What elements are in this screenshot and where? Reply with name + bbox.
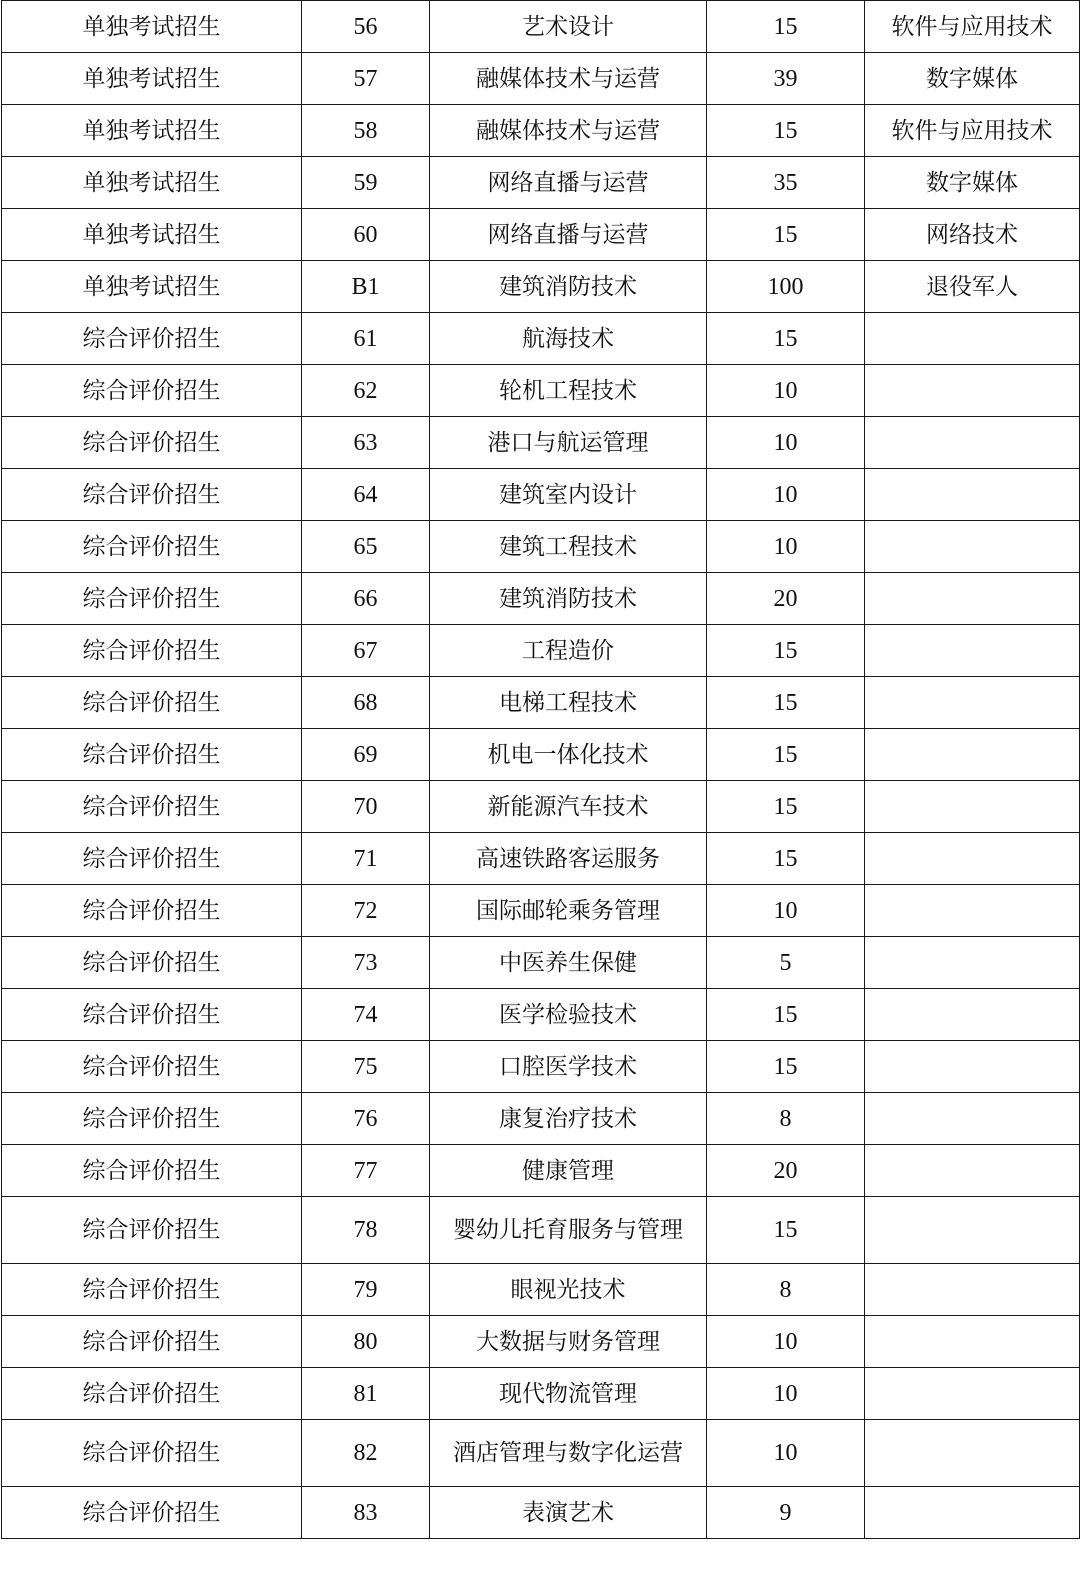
major-name-cell: 机电一体化技术: [430, 729, 707, 781]
enrollment-type-cell: 综合评价招生: [2, 677, 302, 729]
major-code-cell: 77: [302, 1145, 430, 1197]
major-code-cell: 78: [302, 1197, 430, 1264]
enrollment-type-cell: 综合评价招生: [2, 1487, 302, 1539]
table-row: [2, 157, 1080, 209]
major-name-cell: 融媒体技术与运营: [430, 53, 707, 105]
enrollment-type-cell: 综合评价招生: [2, 1197, 302, 1264]
major-code-cell: 79: [302, 1264, 430, 1316]
table-row: [2, 261, 1080, 313]
major-code-cell: B1: [302, 261, 430, 313]
quota-cell: 9: [707, 1487, 865, 1539]
note-cell: [865, 885, 1080, 937]
major-name-cell: 建筑消防技术: [430, 261, 707, 313]
major-code-cell: 75: [302, 1041, 430, 1093]
major-name-cell: 电梯工程技术: [430, 677, 707, 729]
quota-cell: 15: [707, 833, 865, 885]
note-cell: [865, 1145, 1080, 1197]
major-name-cell: 融媒体技术与运营: [430, 105, 707, 157]
note-cell: [865, 573, 1080, 625]
enrollment-table: [1, 0, 1080, 1539]
quota-cell: 10: [707, 521, 865, 573]
table-row: [2, 1487, 1080, 1539]
quota-cell: 15: [707, 313, 865, 365]
major-name-cell: 酒店管理与数字化运营: [430, 1420, 707, 1487]
major-code-cell: 68: [302, 677, 430, 729]
note-cell: [865, 989, 1080, 1041]
enrollment-type-cell: 综合评价招生: [2, 1093, 302, 1145]
major-name-cell: 轮机工程技术: [430, 365, 707, 417]
quota-cell: 100: [707, 261, 865, 313]
major-code-cell: 56: [302, 1, 430, 53]
note-cell: [865, 625, 1080, 677]
quota-cell: 10: [707, 469, 865, 521]
major-code-cell: 81: [302, 1368, 430, 1420]
enrollment-type-cell: 综合评价招生: [2, 625, 302, 677]
quota-cell: 5: [707, 937, 865, 989]
quota-cell: 10: [707, 1316, 865, 1368]
major-name-cell: 建筑室内设计: [430, 469, 707, 521]
note-cell: [865, 833, 1080, 885]
major-name-cell: 康复治疗技术: [430, 1093, 707, 1145]
table-row: [2, 53, 1080, 105]
enrollment-type-cell: 单独考试招生: [2, 261, 302, 313]
note-cell: 软件与应用技术: [865, 1, 1080, 53]
table-row: [2, 885, 1080, 937]
note-cell: [865, 781, 1080, 833]
major-code-cell: 66: [302, 573, 430, 625]
table-row: [2, 1145, 1080, 1197]
enrollment-type-cell: 综合评价招生: [2, 469, 302, 521]
major-name-cell: 高速铁路客运服务: [430, 833, 707, 885]
major-name-cell: 港口与航运管理: [430, 417, 707, 469]
major-code-cell: 83: [302, 1487, 430, 1539]
quota-cell: 10: [707, 417, 865, 469]
major-code-cell: 63: [302, 417, 430, 469]
note-cell: [865, 1197, 1080, 1264]
major-name-cell: 口腔医学技术: [430, 1041, 707, 1093]
major-code-cell: 71: [302, 833, 430, 885]
major-code-cell: 60: [302, 209, 430, 261]
table-row: [2, 937, 1080, 989]
quota-cell: 15: [707, 1, 865, 53]
major-name-cell: 网络直播与运营: [430, 157, 707, 209]
note-cell: [865, 1041, 1080, 1093]
note-cell: [865, 729, 1080, 781]
quota-cell: 15: [707, 625, 865, 677]
table-row: [2, 677, 1080, 729]
enrollment-type-cell: 综合评价招生: [2, 885, 302, 937]
major-code-cell: 69: [302, 729, 430, 781]
enrollment-type-cell: 综合评价招生: [2, 833, 302, 885]
quota-cell: 15: [707, 781, 865, 833]
note-cell: 数字媒体: [865, 53, 1080, 105]
quota-cell: 35: [707, 157, 865, 209]
enrollment-type-cell: 单独考试招生: [2, 209, 302, 261]
major-code-cell: 70: [302, 781, 430, 833]
quota-cell: 10: [707, 885, 865, 937]
enrollment-type-cell: 综合评价招生: [2, 573, 302, 625]
enrollment-type-cell: 综合评价招生: [2, 1041, 302, 1093]
major-name-cell: 工程造价: [430, 625, 707, 677]
major-code-cell: 61: [302, 313, 430, 365]
quota-cell: 20: [707, 1145, 865, 1197]
note-cell: 网络技术: [865, 209, 1080, 261]
major-name-cell: 婴幼儿托育服务与管理: [430, 1197, 707, 1264]
note-cell: [865, 1264, 1080, 1316]
quota-cell: 15: [707, 1197, 865, 1264]
major-name-cell: 大数据与财务管理: [430, 1316, 707, 1368]
table-row: [2, 1368, 1080, 1420]
table-row: [2, 833, 1080, 885]
major-code-cell: 80: [302, 1316, 430, 1368]
note-cell: [865, 677, 1080, 729]
major-name-cell: 健康管理: [430, 1145, 707, 1197]
quota-cell: 10: [707, 1420, 865, 1487]
note-cell: [865, 1487, 1080, 1539]
quota-cell: 15: [707, 729, 865, 781]
note-cell: [865, 521, 1080, 573]
table-row: [2, 1264, 1080, 1316]
major-code-cell: 82: [302, 1420, 430, 1487]
enrollment-type-cell: 单独考试招生: [2, 1, 302, 53]
major-name-cell: 艺术设计: [430, 1, 707, 53]
table-row: [2, 313, 1080, 365]
quota-cell: 8: [707, 1264, 865, 1316]
major-name-cell: 国际邮轮乘务管理: [430, 885, 707, 937]
table-row: [2, 105, 1080, 157]
table-row: [2, 781, 1080, 833]
major-code-cell: 73: [302, 937, 430, 989]
enrollment-type-cell: 综合评价招生: [2, 937, 302, 989]
major-code-cell: 72: [302, 885, 430, 937]
table-row: [2, 1093, 1080, 1145]
quota-cell: 20: [707, 573, 865, 625]
enrollment-type-cell: 综合评价招生: [2, 1316, 302, 1368]
major-code-cell: 62: [302, 365, 430, 417]
note-cell: 退役军人: [865, 261, 1080, 313]
note-cell: 软件与应用技术: [865, 105, 1080, 157]
major-name-cell: 医学检验技术: [430, 989, 707, 1041]
enrollment-type-cell: 综合评价招生: [2, 729, 302, 781]
major-name-cell: 建筑消防技术: [430, 573, 707, 625]
note-cell: [865, 1316, 1080, 1368]
table-row: [2, 625, 1080, 677]
table-row: [2, 365, 1080, 417]
table-row: [2, 573, 1080, 625]
major-code-cell: 74: [302, 989, 430, 1041]
enrollment-type-cell: 综合评价招生: [2, 365, 302, 417]
major-name-cell: 航海技术: [430, 313, 707, 365]
note-cell: [865, 313, 1080, 365]
major-code-cell: 58: [302, 105, 430, 157]
quota-cell: 10: [707, 365, 865, 417]
note-cell: [865, 417, 1080, 469]
major-name-cell: 现代物流管理: [430, 1368, 707, 1420]
note-cell: [865, 1368, 1080, 1420]
major-name-cell: 建筑工程技术: [430, 521, 707, 573]
note-cell: [865, 937, 1080, 989]
enrollment-type-cell: 综合评价招生: [2, 1145, 302, 1197]
table-row: [2, 1197, 1080, 1264]
enrollment-type-cell: 综合评价招生: [2, 1420, 302, 1487]
table-row: [2, 1420, 1080, 1487]
quota-cell: 15: [707, 677, 865, 729]
enrollment-type-cell: 综合评价招生: [2, 521, 302, 573]
note-cell: [865, 469, 1080, 521]
enrollment-type-cell: 综合评价招生: [2, 1368, 302, 1420]
major-name-cell: 网络直播与运营: [430, 209, 707, 261]
table-row: [2, 729, 1080, 781]
quota-cell: 39: [707, 53, 865, 105]
major-code-cell: 76: [302, 1093, 430, 1145]
major-code-cell: 64: [302, 469, 430, 521]
enrollment-type-cell: 单独考试招生: [2, 157, 302, 209]
quota-cell: 15: [707, 105, 865, 157]
table-row: [2, 1, 1080, 53]
enrollment-type-cell: 综合评价招生: [2, 989, 302, 1041]
table-row: [2, 1041, 1080, 1093]
major-name-cell: 新能源汽车技术: [430, 781, 707, 833]
table-row: [2, 469, 1080, 521]
major-code-cell: 57: [302, 53, 430, 105]
major-code-cell: 59: [302, 157, 430, 209]
table-row: [2, 209, 1080, 261]
major-code-cell: 67: [302, 625, 430, 677]
table-row: [2, 989, 1080, 1041]
quota-cell: 8: [707, 1093, 865, 1145]
major-name-cell: 表演艺术: [430, 1487, 707, 1539]
table-row: [2, 1316, 1080, 1368]
enrollment-table-body: [2, 1, 1080, 1539]
quota-cell: 15: [707, 989, 865, 1041]
note-cell: [865, 365, 1080, 417]
table-row: [2, 521, 1080, 573]
enrollment-type-cell: 综合评价招生: [2, 1264, 302, 1316]
note-cell: 数字媒体: [865, 157, 1080, 209]
quota-cell: 15: [707, 1041, 865, 1093]
enrollment-type-cell: 综合评价招生: [2, 417, 302, 469]
enrollment-type-cell: 综合评价招生: [2, 781, 302, 833]
major-name-cell: 眼视光技术: [430, 1264, 707, 1316]
quota-cell: 15: [707, 209, 865, 261]
note-cell: [865, 1420, 1080, 1487]
enrollment-type-cell: 单独考试招生: [2, 53, 302, 105]
major-code-cell: 65: [302, 521, 430, 573]
enrollment-type-cell: 单独考试招生: [2, 105, 302, 157]
table-row: [2, 417, 1080, 469]
enrollment-type-cell: 综合评价招生: [2, 313, 302, 365]
quota-cell: 10: [707, 1368, 865, 1420]
note-cell: [865, 1093, 1080, 1145]
major-name-cell: 中医养生保健: [430, 937, 707, 989]
